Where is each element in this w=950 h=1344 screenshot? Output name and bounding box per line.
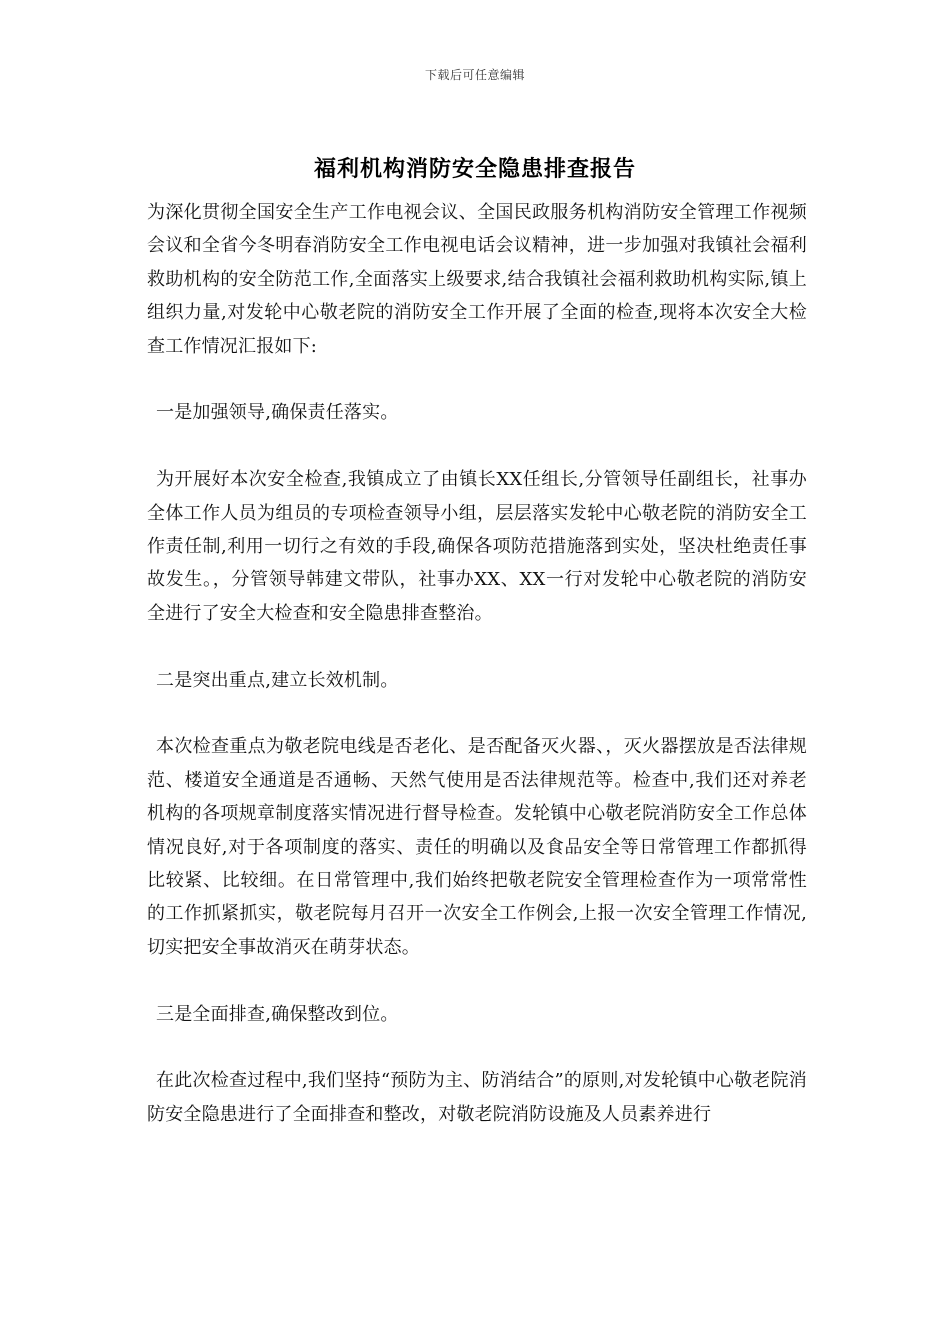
- section-heading-2: 二是突出重点,建立长效机制。: [156, 669, 399, 691]
- paragraph-section-1: 为开展好本次安全检查,我镇成立了由镇长XX任组长,分管领导任副组长，社事办全体工作人员为组员的专项检查领导小组，层层落实发轮中心敬老院的消防安全工作责任制,利用一切行之有效的手段,确保各项防范措施落到实处，坚决杜绝责任事故发生。，分管领导韩建文带队，社事办XX、XX一行对发轮中心敬老院的消防安全进行了安全大检查和安全隐患排查整治。: [147, 469, 807, 624]
- paragraph-gap: [147, 430, 807, 463]
- document-title: 福利机构消防安全隐患排查报告: [313, 156, 636, 182]
- section-heading-1: 一是加强领导,确保责任落实。: [156, 402, 399, 424]
- paragraph-section-3: 在此次检查过程中,我们坚持“预防为主、防消结合”的原则,对发轮镇中心敬老院消防安全隐患进行了全面排查和整改，对敬老院消防设施及人员素养进行: [147, 1070, 807, 1125]
- paragraph-gap: [147, 363, 807, 396]
- paragraph-gap: [147, 964, 807, 997]
- paragraph-intro: 为深化贯彻全国安全生产工作电视会议、全国民政服务机构消防安全管理工作视频会议和全省今冬明春消防安全工作电视电话会议精神，进一步加强对我镇社会福利救助机构的安全防范工作,全面落实上级要求,结合我镇社会福利救助机构实际,镇上组织力量,对发轮中心敬老院的消防安全工作开展了全面的检查,现将本次安全大检查工作情况汇报如下:: [147, 202, 807, 357]
- paragraph-section-2: 本次检查重点为敬老院电线是否老化、是否配备灭火器、，灭火器摆放是否法律规范、楼道安全通道是否通畅、天然气使用是否法律规范等。检查中,我们还对养老机构的各项规章制度落实情况进行督导检查。发轮镇中心敬老院消防安全工作总体情况良好,对于各项制度的落实、责任的明确以及食品安全等日常管理工作都抓得比较紧、比较细。在日常管理中,我们始终把敬老院安全管理检查作为一项常常性的工作抓紧抓实，敬老院每月召开一次安全工作例会,上报一次安全管理工作情况,切实把安全事故消灭在萌芽状态。: [147, 736, 807, 958]
- paragraph-gap: [147, 697, 807, 730]
- paragraph-gap: [147, 1031, 807, 1064]
- section-heading-3: 三是全面排查,确保整改到位。: [156, 1003, 399, 1025]
- header-note: 下载后可任意编辑: [424, 68, 525, 82]
- document-body: [147, 196, 807, 1131]
- paragraph-gap: [147, 630, 807, 663]
